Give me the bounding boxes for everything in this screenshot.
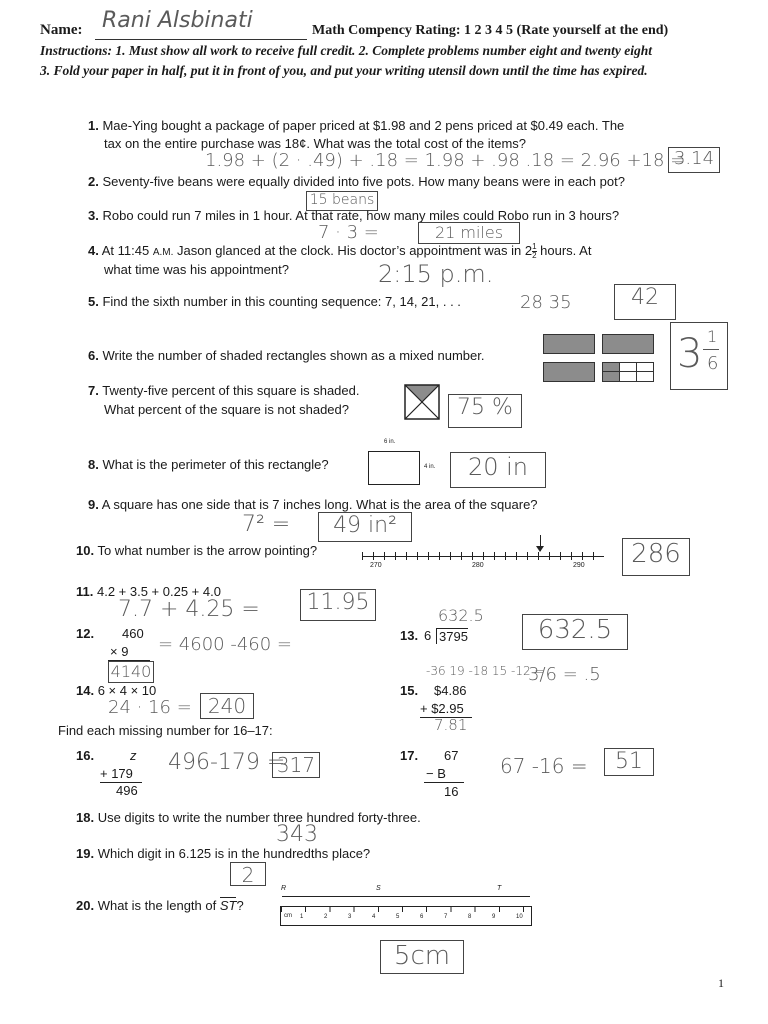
- name-line: [95, 39, 307, 40]
- ruler-tick-label: 9: [492, 914, 496, 920]
- question-12-answer-box: 4140: [108, 661, 154, 683]
- name-label: Name:: [40, 22, 83, 38]
- question-10: 10. To what number is the arrow pointing?: [76, 543, 318, 558]
- tick-label-270: 270: [370, 562, 382, 569]
- question-1: 1. Mae-Ying bought a package of paper priced at $1.98 and 2 pens priced at $0.49 each. The: [88, 118, 625, 133]
- question-5: 5. Find the sixth number in this counting sequence: 7, 14, 21, . . .: [88, 294, 461, 309]
- question-14-answer-box: 240: [200, 693, 254, 719]
- number-line-arrowhead: [536, 546, 544, 552]
- question-17-number: 17.: [400, 748, 419, 763]
- instructions-line-2: 3. Fold your paper in half, put it in front of you, and put your writing utensil down until the time has expired.: [40, 63, 648, 78]
- question-2: 2. Seventy-five beans were equally divided into five pots. How many beans were in each pot?: [88, 174, 625, 189]
- question-16-mid: + 179: [100, 766, 133, 781]
- question-4-answer: 2:15 p.m.: [378, 260, 494, 288]
- question-13-divisor: 6: [424, 628, 432, 643]
- ruler-tick-label: 10: [516, 914, 523, 920]
- question-11: 11. 4.2 + 3.5 + 0.25 + 4.0: [76, 584, 221, 599]
- name-handwritten: Rani Alsbinati: [102, 8, 253, 33]
- question-19: 19. Which digit in 6.125 is in the hundredths place?: [76, 846, 371, 861]
- segment-st: ST: [219, 898, 237, 913]
- question-9-work: 7² =: [242, 512, 291, 537]
- question-1-work: 1.98 + (2 · .49) + .18 = 1.98 + .98 .18 = 2.96 +18 =: [205, 150, 686, 171]
- question-17-top: 67: [444, 748, 459, 763]
- question-4: 4. At 11:45 A.M. Jason glanced at the clock. His doctor’s appointment was in 2 $\frac{1}{2}$ hours. At: [88, 242, 592, 261]
- question-18: 18. Use digits to write the number three hundred forty-three.: [76, 810, 421, 825]
- question-8-answer-box: 20 in: [450, 452, 546, 488]
- ruler-tick-label: 8: [468, 914, 472, 920]
- question-13-fraction-work: 3/6 = .5: [528, 664, 601, 685]
- question-7: 7. Twenty-five percent of this square is shaded.: [88, 383, 360, 398]
- question-6: 6. Write the number of shaded rectangles shown as a mixed number.: [88, 348, 485, 363]
- question-1-line-2: tax on the entire purchase was 18¢. What was the total cost of the items?: [104, 136, 527, 151]
- question-17-rule: [424, 782, 464, 783]
- page-number: 1: [718, 976, 724, 990]
- ruler-unit-label: cm: [284, 913, 292, 919]
- shaded-rectangle: [543, 334, 595, 354]
- question-17-answer-box: 51: [604, 748, 654, 776]
- rating-label: Math Compency Rating: 1 2 3 4 5 (Rate yourself at the end): [312, 23, 669, 38]
- question-12-top: 460: [122, 626, 144, 641]
- question-15-number: 15.: [400, 683, 419, 698]
- question-4-line-2: what time was his appointment?: [104, 262, 289, 277]
- question-12-bottom: × 9: [110, 644, 129, 659]
- question-15-work: 7.81: [434, 716, 468, 734]
- missing-number-heading: Find each missing number for 16–17:: [58, 723, 273, 738]
- question-16-top: z: [130, 748, 137, 763]
- question-14-work: 24 · 16 =: [108, 697, 192, 718]
- question-13-answer-box: 632.5: [522, 614, 628, 650]
- question-8: 8. What is the perimeter of this rectangle?: [88, 457, 329, 472]
- question-16-work: 496-179 =: [168, 750, 286, 775]
- question-1-answer-box: 3.14: [668, 147, 720, 173]
- shaded-quarter: [405, 385, 439, 402]
- question-17-bottom: 16: [444, 784, 459, 799]
- partial-rectangle-divider: [603, 371, 653, 372]
- ruler-tick-label: 3: [348, 914, 352, 920]
- question-13-long-division: -36 19 -18 15 -12 =: [426, 664, 545, 678]
- question-3-answer-box: 21 miles: [418, 222, 520, 244]
- question-11-work: 7.7 + 4.25 =: [118, 597, 260, 622]
- fraction-bar: [703, 349, 719, 350]
- question-16-number: 16.: [76, 748, 95, 763]
- question-13-dividend: 3795: [436, 628, 468, 644]
- question-9: 9. A square has one side that is 7 inches long. What is the area of the square?: [88, 497, 538, 512]
- ruler-ticks: [281, 907, 531, 912]
- question-17-work: 67 -16 =: [500, 754, 588, 778]
- question-20: 20. What is the length of ST?: [76, 898, 244, 913]
- rectangle-side-label: 4 in.: [424, 464, 436, 470]
- ruler-tick-label: 6: [420, 914, 424, 920]
- question-16-answer-box: 317: [272, 752, 320, 778]
- point-t-label: T: [497, 885, 502, 892]
- shaded-rectangle: [543, 362, 595, 382]
- instructions-line-1: Instructions: 1. Must show all work to receive full credit. 2. Complete problems number eight and twenty eight: [40, 43, 653, 58]
- ruler-tick-label: 2: [324, 914, 328, 920]
- partial-rectangle: [602, 362, 654, 382]
- question-6-answer-box: 3 1 6: [670, 322, 728, 390]
- number-line-ticks: [362, 552, 604, 560]
- question-4-fraction: $\frac{1}{2}$: [532, 242, 537, 261]
- shaded-square: [404, 384, 440, 420]
- question-7-answer-box: 75 %: [448, 394, 522, 428]
- question-14: 14. 6 × 4 × 10: [76, 683, 157, 698]
- question-11-answer-box: 11.95: [300, 589, 376, 621]
- question-2-answer-box: 15 beans: [306, 191, 378, 211]
- question-19-answer-box: 2: [230, 862, 266, 886]
- question-20-answer-box: 5cm: [380, 940, 464, 974]
- segment-rt-line: [282, 896, 530, 897]
- question-5-work: 28 35: [520, 292, 572, 313]
- ruler-labels: [280, 914, 530, 924]
- question-3-work: 7 · 3 =: [318, 222, 379, 243]
- question-10-answer-box: 286: [622, 538, 690, 576]
- question-12-work: = 4600 -460 =: [158, 634, 292, 655]
- question-12-number: 12.: [76, 626, 95, 641]
- rectangle-top-label: 6 in.: [384, 439, 396, 445]
- tick-label-290: 290: [573, 562, 585, 569]
- question-3: 3. Robo could run 7 miles in 1 hour. At that rate, how many miles could Robo run in 3 hours?: [88, 208, 620, 223]
- question-15-top: $4.86: [434, 683, 467, 698]
- ruler-tick-label: 1: [300, 914, 304, 920]
- question-15-bottom: + $2.95: [420, 701, 464, 716]
- tick-label-280: 280: [472, 562, 484, 569]
- ruler-tick-label: 5: [396, 914, 400, 920]
- question-13-number: 13.: [400, 628, 419, 643]
- ruler-tick-label: 4: [372, 914, 376, 920]
- ruler-tick-label: 7: [444, 914, 448, 920]
- question-17-mid: − B: [426, 766, 446, 781]
- perimeter-rectangle: [368, 451, 420, 485]
- shaded-rectangle: [602, 334, 654, 354]
- question-13-quotient-work: 632.5: [438, 606, 484, 625]
- question-16-bottom: 496: [116, 783, 138, 798]
- point-s-label: S: [376, 885, 381, 892]
- question-18-answer: 343: [276, 822, 318, 847]
- point-r-label: R: [281, 885, 287, 892]
- question-7-line-2: What percent of the square is not shaded?: [104, 402, 349, 417]
- question-9-answer-box: 49 in²: [318, 512, 412, 542]
- question-5-answer-box: 42: [614, 284, 676, 320]
